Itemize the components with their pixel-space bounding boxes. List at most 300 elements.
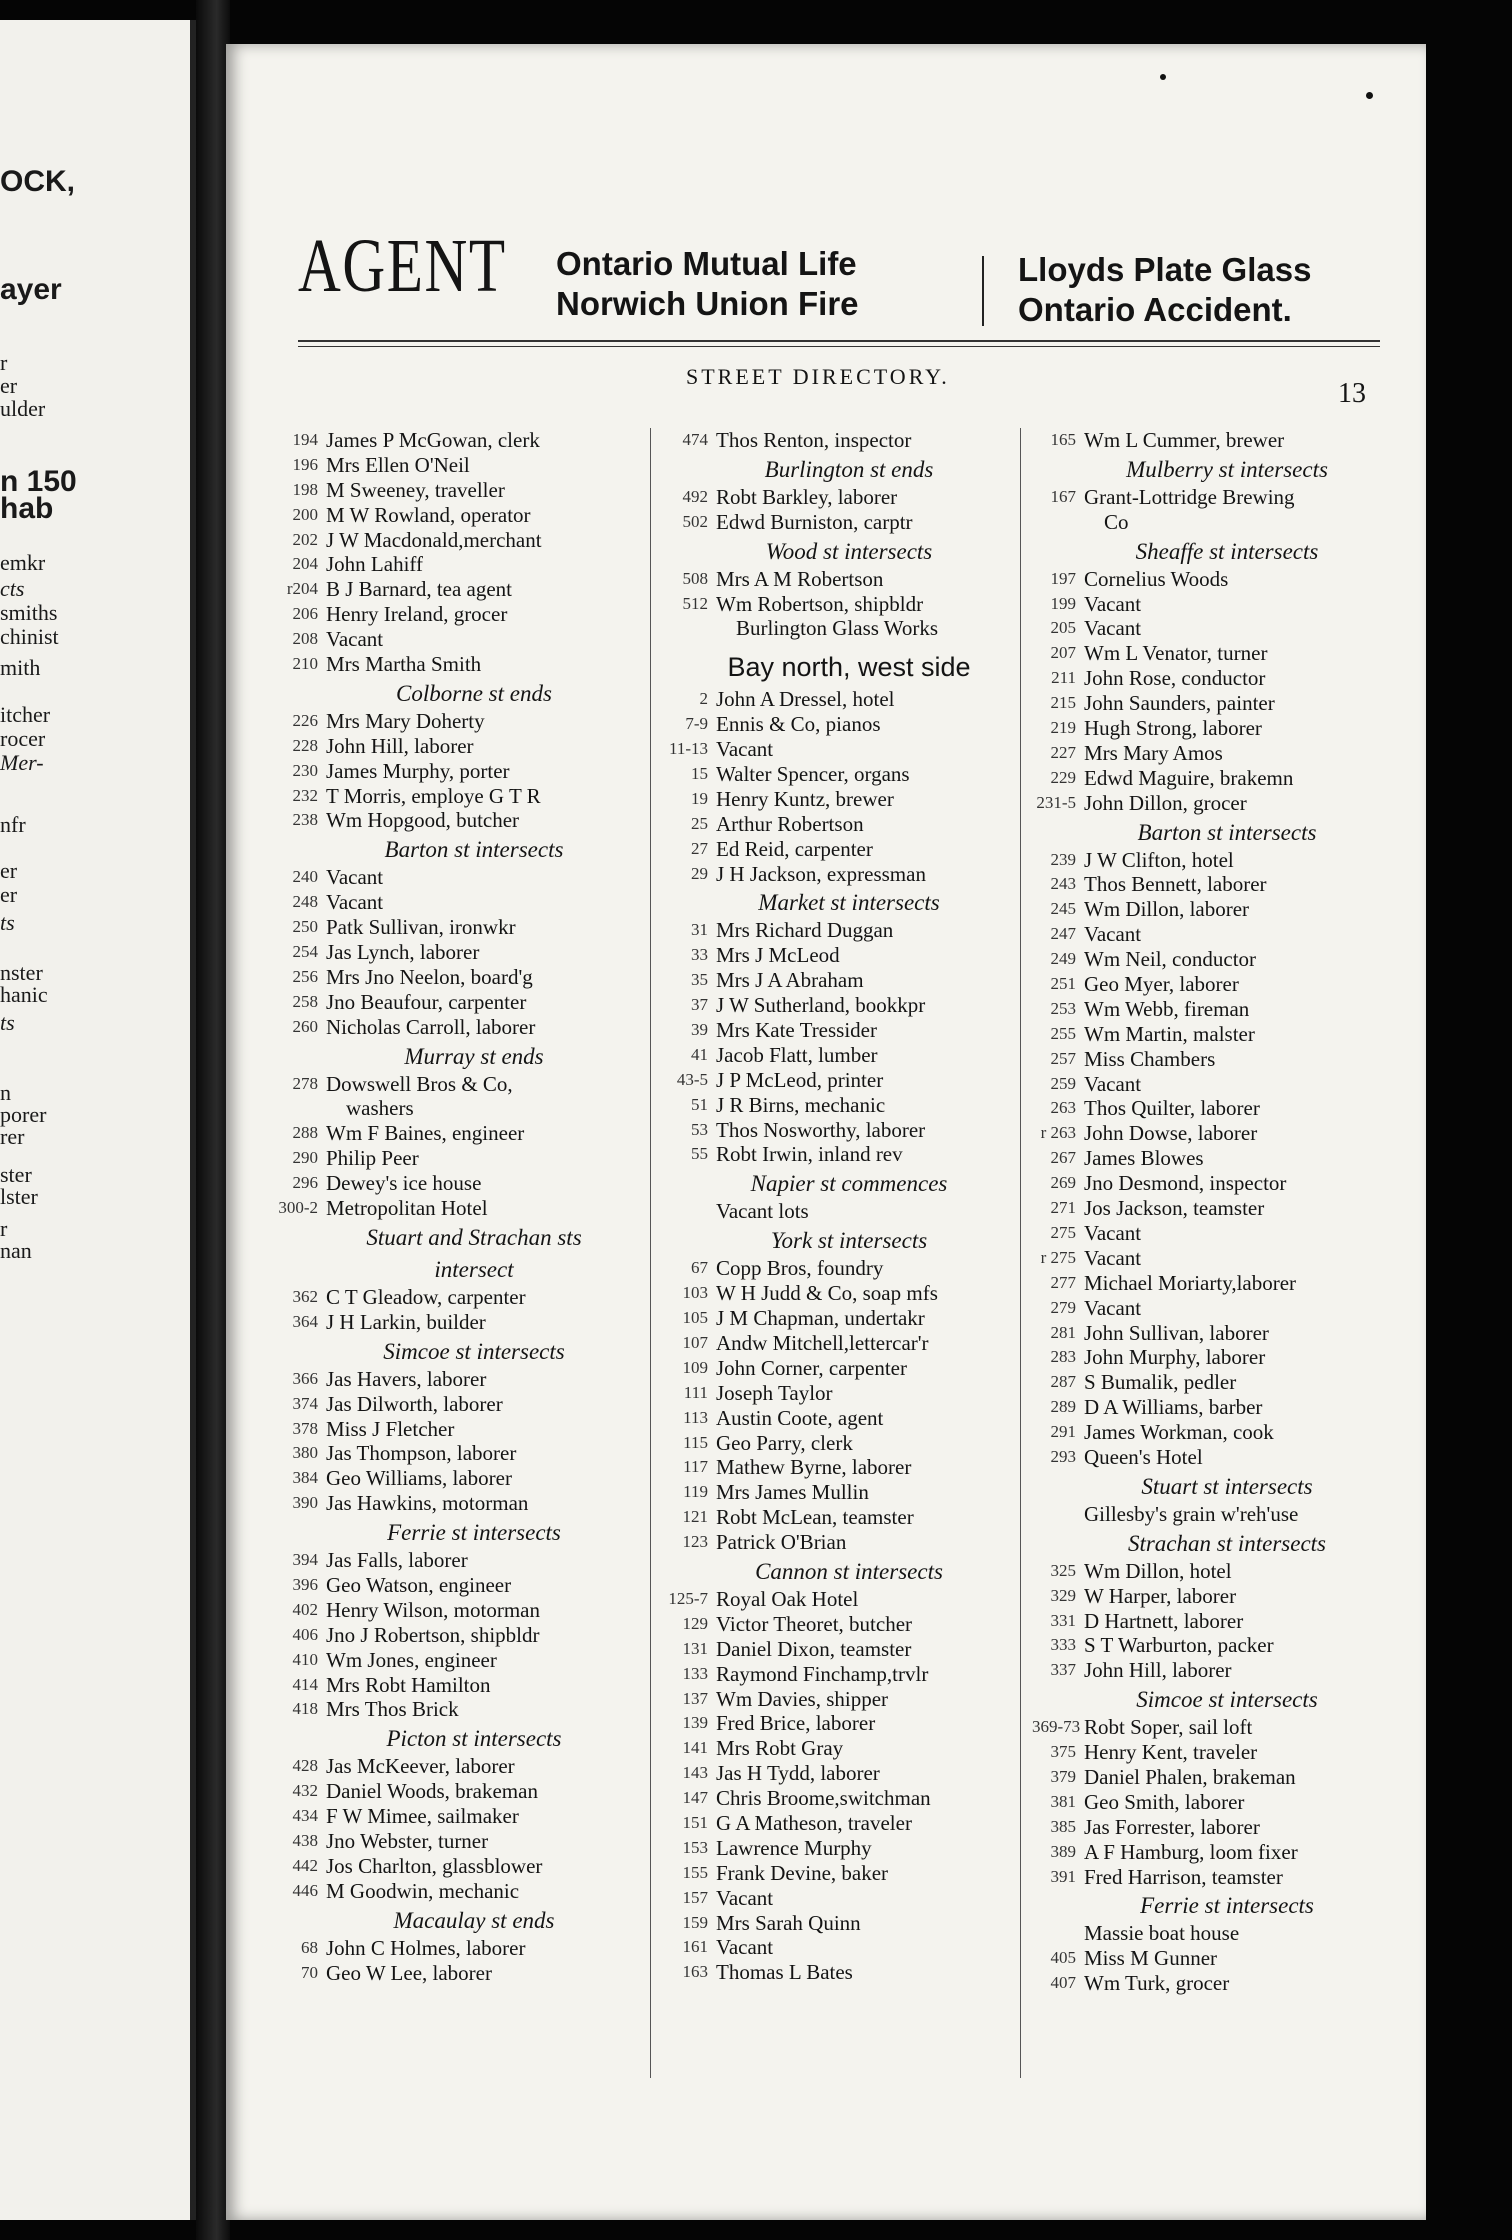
resident-text: J W Macdonald,merchant <box>326 527 542 552</box>
directory-note: Vacant lots <box>716 1199 809 1224</box>
resident-text: Edwd Burniston, carptr <box>716 509 913 534</box>
left-page-text-fragment: n <box>0 1080 11 1105</box>
resident-text: Frank Devine, baker <box>716 1860 889 1885</box>
resident-text: Wm Davies, shipper <box>716 1686 889 1711</box>
house-number: 381 <box>1050 1791 1076 1811</box>
resident-text: Vacant <box>1084 1071 1142 1096</box>
left-page-text-fragment: ster <box>0 1162 32 1187</box>
resident-text: Vacant <box>716 1935 774 1960</box>
street-intersection-heading: Mulberry st intersects <box>1126 456 1328 482</box>
resident-text: Jas McKeever, laborer <box>326 1754 515 1779</box>
directory-entry <box>274 1854 674 1879</box>
directory-entry <box>664 737 1034 762</box>
resident-text: Mrs J McLeod <box>716 943 840 968</box>
house-number: 19 <box>691 788 708 808</box>
ink-speck <box>1366 92 1373 99</box>
directory-entry <box>664 510 1034 535</box>
directory-entry <box>1032 1321 1422 1346</box>
resident-text: S T Warburton, packer <box>1084 1633 1274 1658</box>
resident-text: Robt Soper, sail loft <box>1084 1715 1253 1740</box>
resident-text: Jas Forrester, laborer <box>1084 1814 1260 1839</box>
directory-entry <box>1032 1715 1422 1740</box>
street-intersection-heading: York st intersects <box>770 1228 928 1254</box>
directory-entry <box>664 1142 1034 1167</box>
directory-entry <box>1032 972 1422 997</box>
directory-entry <box>274 453 674 478</box>
directory-entry <box>274 428 674 453</box>
directory-entry <box>1032 1584 1422 1609</box>
resident-text: Jas Thompson, laborer <box>326 1441 517 1466</box>
left-page-text-fragment: chinist <box>0 624 59 649</box>
house-number: 260 <box>292 1016 318 1036</box>
company-name: Lloyds Plate Glass <box>1018 251 1312 288</box>
resident-text: Austin Coote, agent <box>716 1405 884 1430</box>
directory-entry <box>664 712 1034 737</box>
resident-text: Jno Beaufour, carpenter <box>326 989 527 1014</box>
directory-entry <box>274 652 674 677</box>
resident-text: J W Clifton, hotel <box>1084 847 1234 872</box>
house-number: 263 <box>1050 1098 1076 1118</box>
house-number: 508 <box>682 568 708 588</box>
house-number: 27 <box>691 838 708 858</box>
house-number: 131 <box>682 1638 708 1658</box>
house-number: 219 <box>1050 718 1076 738</box>
resident-text: Wm Dillon, hotel <box>1084 1558 1232 1583</box>
resident-text: Mrs Robt Hamilton <box>326 1672 491 1697</box>
resident-text: Wm Webb, fireman <box>1084 996 1250 1021</box>
directory-entry <box>664 592 1034 617</box>
directory-entry <box>664 1687 1034 1712</box>
house-number: 428 <box>292 1756 318 1776</box>
house-number: 329 <box>1050 1585 1076 1605</box>
left-page-text-fragment: emkr <box>0 550 46 575</box>
house-number: 105 <box>682 1308 708 1328</box>
left-page-text-fragment: hanic <box>0 982 48 1007</box>
house-number: 39 <box>691 1020 708 1040</box>
house-number: 109 <box>682 1357 708 1377</box>
house-number: 239 <box>1050 849 1076 869</box>
resident-text: Mrs Mary Amos <box>1084 740 1223 765</box>
company-name: Ontario Accident. <box>1018 291 1292 328</box>
directory-column-3 <box>1032 428 1422 1996</box>
directory-entry <box>664 918 1034 943</box>
directory-entry <box>1032 1246 1422 1271</box>
resident-text: C T Gleadow, carpenter <box>326 1284 526 1309</box>
street-intersection-heading: Stuart and Strachan sts <box>366 1224 582 1250</box>
house-number: 405 <box>1050 1948 1076 1968</box>
directory-entry <box>1032 1445 1422 1470</box>
directory-entry <box>1032 1047 1422 1072</box>
resident-text: M Goodwin, mechanic <box>326 1878 520 1903</box>
directory-entry-continuation <box>664 616 1034 641</box>
house-number: 107 <box>682 1332 708 1352</box>
house-number: 70 <box>301 1962 318 1982</box>
resident-text: Mrs Martha Smith <box>326 652 482 677</box>
resident-text: Thos Nosworthy, laborer <box>716 1117 926 1142</box>
resident-text: Jos Jackson, teamster <box>1084 1196 1265 1221</box>
house-number: 33 <box>691 945 708 965</box>
directory-entry <box>274 915 674 940</box>
directory-entry <box>274 1548 674 1573</box>
directory-entry <box>274 1754 674 1779</box>
directory-entry <box>1032 1221 1422 1246</box>
house-number: 115 <box>683 1432 708 1452</box>
house-number: 29 <box>691 863 708 883</box>
resident-text: Philip Peer <box>326 1146 419 1171</box>
resident-text: Henry Kent, traveler <box>1084 1740 1258 1765</box>
agent-title: AGENT <box>298 224 507 308</box>
directory-entry <box>1032 1096 1422 1121</box>
directory-entry <box>274 1804 674 1829</box>
resident-text: Metropolitan Hotel <box>326 1196 488 1221</box>
house-number: 230 <box>292 760 318 780</box>
resident-text: Jas Hawkins, motorman <box>326 1491 529 1516</box>
directory-entry <box>664 1356 1034 1381</box>
directory-entry <box>274 865 674 890</box>
house-number: 125-7 <box>668 1588 708 1608</box>
street-intersection-heading: Wood st intersects <box>765 538 933 564</box>
resident-text: Wm Robertson, shipbldr <box>716 591 924 616</box>
house-number: 210 <box>292 654 318 674</box>
header-rule <box>298 340 1380 342</box>
house-number: 250 <box>292 917 318 937</box>
directory-entry <box>664 1455 1034 1480</box>
street-intersection-heading: Ferrie st intersects <box>1140 1893 1314 1919</box>
ink-speck <box>1160 74 1166 80</box>
house-number: 364 <box>292 1311 318 1331</box>
directory-entry <box>274 1673 674 1698</box>
resident-text: Thos Renton, inspector <box>716 428 912 452</box>
directory-entry <box>274 709 674 734</box>
directory-entry <box>1032 1072 1422 1097</box>
directory-entry <box>1032 641 1422 666</box>
house-number: 207 <box>1050 643 1076 663</box>
directory-entry <box>1032 897 1422 922</box>
directory-entry <box>664 1018 1034 1043</box>
resident-text: Ed Reid, carpenter <box>716 836 873 861</box>
directory-entry <box>664 1935 1034 1960</box>
resident-text: Mrs Mary Doherty <box>326 708 485 733</box>
resident-text: John Dowse, laborer <box>1084 1121 1258 1146</box>
resident-text: Miss J Fletcher <box>326 1416 455 1441</box>
directory-entry <box>274 627 674 652</box>
house-number: r204 <box>286 579 318 599</box>
house-number: 68 <box>301 1937 318 1957</box>
directory-entry <box>274 965 674 990</box>
directory-entry <box>1032 1171 1422 1196</box>
directory-entry <box>1032 616 1422 641</box>
resident-text: Lawrence Murphy <box>716 1835 872 1860</box>
resident-text: Walter Spencer, organs <box>716 762 910 787</box>
resident-text: M Sweeney, traveller <box>326 477 505 502</box>
directory-entry <box>1032 666 1422 691</box>
house-number: 512 <box>682 593 708 613</box>
directory-entry <box>274 1623 674 1648</box>
directory-entry <box>1032 791 1422 816</box>
house-number <box>274 1096 326 1121</box>
resident-text: Hugh Strong, laborer <box>1084 716 1262 741</box>
house-number: 159 <box>682 1912 708 1932</box>
resident-text: J H Larkin, builder <box>326 1309 486 1334</box>
left-page-text-fragment: Mer- <box>0 750 44 775</box>
directory-entry <box>274 1146 674 1171</box>
resident-text: Vacant <box>1084 922 1142 947</box>
resident-text: A F Hamburg, loom fixer <box>1084 1839 1298 1864</box>
house-number: 248 <box>292 892 318 912</box>
house-number: 202 <box>292 529 318 549</box>
directory-entry <box>664 1786 1034 1811</box>
resident-text: F W Mimee, sailmaker <box>326 1804 519 1829</box>
directory-entry <box>274 1441 674 1466</box>
resident-text: Henry Kuntz, brewer <box>716 786 894 811</box>
directory-entry <box>1032 1146 1422 1171</box>
directory-title: STREET DIRECTORY. <box>686 364 950 389</box>
directory-entry <box>274 503 674 528</box>
house-number: 103 <box>682 1283 708 1303</box>
house-number: 133 <box>682 1663 708 1683</box>
house-number: 267 <box>1050 1148 1076 1168</box>
house-number: 113 <box>683 1407 708 1427</box>
house-number: 442 <box>292 1855 318 1875</box>
house-number: 141 <box>682 1738 708 1758</box>
left-page-text-fragment: nan <box>0 1238 32 1263</box>
directory-entry <box>274 1697 674 1722</box>
house-number: 200 <box>292 504 318 524</box>
directory-entry <box>274 1779 674 1804</box>
left-page-text-fragment: r <box>0 1216 8 1241</box>
house-number: 325 <box>1050 1560 1076 1580</box>
resident-text: J R Birns, mechanic <box>716 1092 886 1117</box>
house-number: 375 <box>1050 1742 1076 1762</box>
directory-entry <box>664 1068 1034 1093</box>
resident-text: Jas Dilworth, laborer <box>326 1391 503 1416</box>
street-intersection-heading: Murray st ends <box>404 1043 544 1069</box>
directory-entry <box>1032 1420 1422 1445</box>
house-number: 121 <box>682 1507 708 1527</box>
directory-entry <box>664 1093 1034 1118</box>
house-number: 165 <box>1050 430 1076 449</box>
house-number: 287 <box>1050 1372 1076 1392</box>
resident-text: Miss Chambers <box>1084 1046 1216 1071</box>
resident-text: Geo Parry, clerk <box>716 1430 853 1455</box>
left-page-text-fragment: smiths <box>0 600 58 625</box>
resident-text: Michael Moriarty,laborer <box>1084 1270 1297 1295</box>
directory-entry <box>664 1811 1034 1836</box>
left-page-text-fragment: itcher <box>0 702 51 727</box>
house-number: 406 <box>292 1624 318 1644</box>
book-gutter <box>196 0 230 2240</box>
directory-entry <box>1032 1946 1422 1971</box>
house-number: 331 <box>1050 1610 1076 1630</box>
resident-text: Wm Hopgood, butcher <box>326 808 520 833</box>
left-page-text-fragment: nfr <box>0 812 26 837</box>
directory-entry <box>664 1711 1034 1736</box>
resident-text: John Murphy, laborer <box>1084 1345 1266 1370</box>
house-number: 396 <box>292 1574 318 1594</box>
house-number: 257 <box>1050 1048 1076 1068</box>
directory-entry <box>1032 922 1422 947</box>
resident-text: Jos Charlton, glassblower <box>326 1853 543 1878</box>
street-intersection-heading: Barton st intersects <box>384 837 564 863</box>
resident-text: Mrs Sarah Quinn <box>716 1910 861 1935</box>
directory-entry <box>274 784 674 809</box>
directory-entry <box>274 1491 674 1516</box>
resident-text: Burlington Glass Works <box>736 616 939 641</box>
house-number: 7-9 <box>685 714 708 734</box>
house-number: 281 <box>1050 1322 1076 1342</box>
directory-entry <box>1032 997 1422 1022</box>
house-number: 410 <box>292 1649 318 1669</box>
resident-text: Vacant <box>326 627 384 652</box>
resident-text: Vacant <box>1084 1245 1142 1270</box>
resident-text: Mrs Robt Gray <box>716 1736 844 1761</box>
resident-text: D A Williams, barber <box>1084 1395 1263 1420</box>
directory-entry <box>664 837 1034 862</box>
street-intersection-heading: intersect <box>434 1256 514 1282</box>
resident-text: John Lahiff <box>326 552 424 577</box>
house-number: 269 <box>1050 1173 1076 1193</box>
directory-entry <box>664 1431 1034 1456</box>
resident-text: John Hill, laborer <box>326 733 474 758</box>
house-number: 240 <box>292 867 318 887</box>
resident-text: W Harper, laborer <box>1084 1583 1237 1608</box>
directory-entry <box>1032 1658 1422 1683</box>
resident-text: Jas H Tydd, laborer <box>716 1761 880 1786</box>
directory-entry <box>664 1612 1034 1637</box>
house-number: 31 <box>691 920 708 940</box>
resident-text: G A Matheson, traveler <box>716 1810 912 1835</box>
resident-text: John Hill, laborer <box>1084 1658 1232 1683</box>
house-number: 143 <box>682 1763 708 1783</box>
house-number: 55 <box>691 1144 708 1164</box>
directory-entry <box>1032 428 1422 453</box>
left-insurance-companies <box>556 244 859 324</box>
directory-entry <box>1032 1790 1422 1815</box>
house-number: 283 <box>1050 1347 1076 1367</box>
resident-text: Mrs James Mullin <box>716 1480 869 1505</box>
street-intersection-heading: Strachan st intersects <box>1127 1530 1327 1556</box>
left-page-text-fragment: hab <box>0 492 54 525</box>
house-number: 228 <box>292 735 318 755</box>
house-number: 226 <box>292 710 318 730</box>
resident-text: Thos Quilter, laborer <box>1084 1096 1260 1121</box>
house-number: 502 <box>682 511 708 531</box>
directory-entry <box>664 1406 1034 1431</box>
house-number: 161 <box>682 1937 708 1957</box>
house-number: 51 <box>691 1094 708 1114</box>
house-number: 153 <box>682 1837 708 1857</box>
left-page-text-fragment: nster <box>0 960 43 985</box>
house-number: 41 <box>691 1044 708 1064</box>
house-number: 293 <box>1050 1446 1076 1466</box>
resident-text: Wm Turk, grocer <box>1084 1971 1230 1996</box>
directory-column-1 <box>274 428 674 1985</box>
directory-entry <box>664 1662 1034 1687</box>
directory-entry <box>274 1829 674 1854</box>
directory-entry <box>274 759 674 784</box>
directory-entry <box>664 1256 1034 1281</box>
directory-entry <box>664 567 1034 592</box>
resident-text: John Rose, conductor <box>1084 666 1266 691</box>
directory-entry <box>274 1573 674 1598</box>
street-intersection-heading: Simcoe st intersects <box>1136 1687 1318 1713</box>
directory-note: Gillesby's grain w'reh'use <box>1084 1501 1299 1526</box>
directory-entry <box>1032 1022 1422 1047</box>
left-page-text-fragment: ulder <box>0 396 46 421</box>
resident-text: J W Sutherland, bookkpr <box>716 993 926 1018</box>
directory-entry <box>1032 1296 1422 1321</box>
directory-entry <box>1032 1370 1422 1395</box>
house-number: 288 <box>292 1123 318 1143</box>
house-number: 391 <box>1050 1866 1076 1886</box>
house-number: 194 <box>292 430 318 449</box>
resident-text: Vacant <box>326 890 384 915</box>
left-page-text-fragment: cts <box>0 576 25 601</box>
house-number: 275 <box>1050 1222 1076 1242</box>
directory-entry <box>664 1861 1034 1886</box>
directory-entry <box>274 552 674 577</box>
street-intersection-heading: Sheaffe st intersects <box>1135 538 1319 564</box>
directory-entry <box>274 940 674 965</box>
resident-text: Fred Harrison, teamster <box>1084 1864 1283 1889</box>
house-number: 369-73 <box>1032 1717 1081 1737</box>
house-number: 137 <box>682 1688 708 1708</box>
house-number: 446 <box>292 1880 318 1900</box>
house-number: 279 <box>1050 1297 1076 1317</box>
directory-entry <box>664 1118 1034 1143</box>
resident-text: Mrs Jno Neelon, board'g <box>326 964 533 989</box>
house-number: 117 <box>683 1457 708 1477</box>
directory-entry <box>1032 1345 1422 1370</box>
house-number: 139 <box>682 1713 708 1733</box>
directory-entry <box>664 687 1034 712</box>
resident-text: Joseph Taylor <box>716 1380 833 1405</box>
directory-entry <box>1032 567 1422 592</box>
company-name: Norwich Union Fire <box>556 285 859 322</box>
resident-text: Jno Webster, turner <box>326 1828 489 1853</box>
house-number: 35 <box>691 970 708 990</box>
house-number: 53 <box>691 1119 708 1139</box>
house-number: 238 <box>292 810 318 830</box>
left-page-text-fragment: OCK, <box>0 165 75 198</box>
house-number: 366 <box>292 1368 318 1388</box>
resident-text: James Workman, cook <box>1084 1420 1274 1445</box>
directory-entry <box>1032 1121 1422 1146</box>
resident-text: Geo Williams, laborer <box>326 1466 512 1491</box>
street-intersection-heading: Colborne st ends <box>396 680 552 706</box>
directory-entry <box>1032 1633 1422 1658</box>
resident-text: Wm Martin, malster <box>1084 1021 1255 1046</box>
column-divider <box>650 428 651 2078</box>
resident-text: Patrick O'Brian <box>716 1530 847 1555</box>
resident-text: Wm L Cummer, brewer <box>1084 428 1285 452</box>
directory-entry <box>1032 1815 1422 1840</box>
house-number: 157 <box>682 1887 708 1907</box>
resident-text: Vacant <box>1084 1295 1142 1320</box>
directory-entry-continuation <box>274 1096 674 1121</box>
resident-text: James P McGowan, clerk <box>326 428 540 452</box>
resident-text: Daniel Woods, brakeman <box>326 1779 538 1804</box>
resident-text: John Sullivan, laborer <box>1084 1320 1269 1345</box>
street-intersection-heading: Ferrie st intersects <box>387 1520 561 1546</box>
resident-text: Geo Smith, laborer <box>1084 1789 1245 1814</box>
directory-entry <box>1032 741 1422 766</box>
directory-page <box>226 44 1426 2220</box>
house-number: 418 <box>292 1699 318 1719</box>
house-number: 407 <box>1050 1973 1076 1993</box>
house-number: 249 <box>1050 949 1076 969</box>
house-number: 492 <box>682 486 708 506</box>
